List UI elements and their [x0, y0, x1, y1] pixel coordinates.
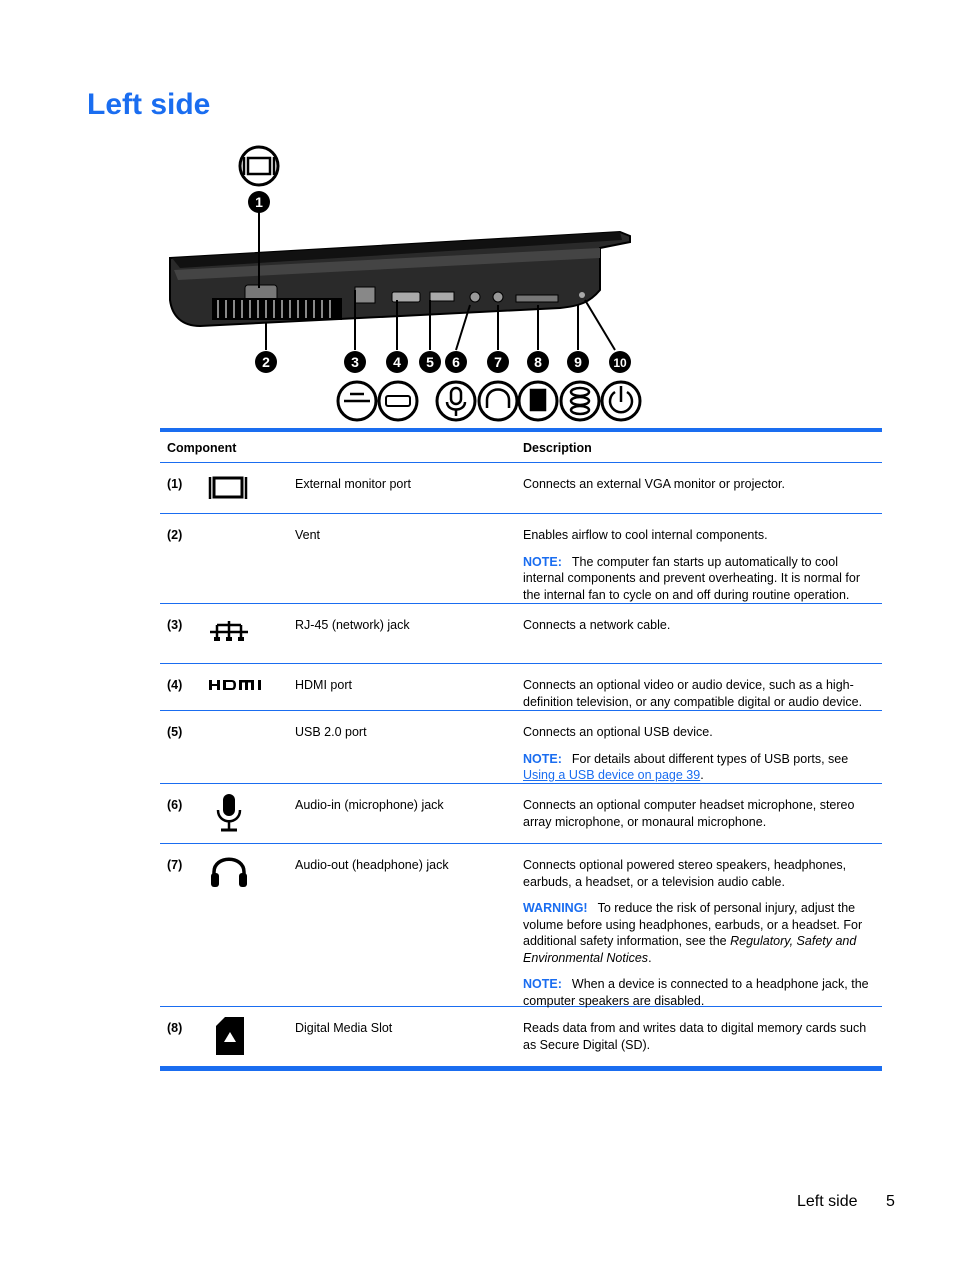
component-description: [523, 857, 878, 1019]
table-row: [160, 844, 882, 1007]
components-table: [160, 428, 882, 1071]
callout-10-label: 10: [613, 356, 627, 370]
row-number: (1): [167, 477, 183, 491]
component-name: Vent: [295, 528, 321, 542]
callout-10: [609, 351, 631, 373]
monitor-port-icon: [208, 476, 248, 505]
component-name: RJ-45 (network) jack: [295, 618, 410, 632]
description-text: Connects an optional video or audio device, such as a high-definition television, or any compatible digital or audio device.: [523, 678, 863, 709]
component-description: [523, 797, 878, 840]
description-text: Connects an external VGA monitor or projector.: [523, 477, 785, 491]
component-description: [523, 476, 878, 503]
callout-5: [419, 351, 441, 373]
description-text: Connects an optional USB device.: [523, 725, 713, 739]
note-end: .: [700, 768, 704, 782]
component-name: HDMI port: [295, 678, 352, 692]
footer-page-number: 5: [886, 1193, 895, 1210]
component-description: [523, 527, 878, 613]
callout-4-label: 4: [393, 354, 401, 370]
callout-1-label: 1: [255, 194, 263, 210]
note: [523, 554, 878, 604]
headphone-icon: [210, 854, 248, 893]
table-row: [160, 664, 882, 711]
description-text: Enables airflow to cool internal components.: [523, 528, 768, 542]
callout-2: [255, 351, 277, 373]
page-title: Left side: [87, 88, 211, 121]
header-description: Description: [523, 441, 592, 455]
warning-text: To reduce the risk of personal injury, adjust the volume before using headphones, earbuds, or a headset. For additional safety information, see the: [523, 901, 863, 948]
row-number: (5): [167, 725, 183, 739]
row-number: (3): [167, 618, 183, 632]
callout-8: [527, 351, 549, 373]
warning-label: WARNING!: [523, 901, 588, 915]
warning: [523, 900, 878, 966]
note: [523, 976, 878, 1009]
warning-doc-title: Regulatory, Safety and Environmental Notices: [523, 934, 857, 965]
row-number: (8): [167, 1021, 183, 1035]
description-text: Connects optional powered stereo speakers, headphones, earbuds, a headset, or a television audio cable.: [523, 858, 847, 889]
note-text: When a device is connected to a headphone jack, the computer speakers are disabled.: [523, 977, 869, 1008]
table-row: [160, 604, 882, 664]
component-name: External monitor port: [295, 477, 412, 491]
callout-7: [487, 351, 509, 373]
callout-6-label: 6: [452, 354, 460, 370]
headphone-callout-icon: [479, 382, 517, 420]
component-name: Audio-in (microphone) jack: [295, 798, 444, 812]
row-number: (2): [167, 528, 183, 542]
description-text: Reads data from and writes data to digital memory cards such as Secure Digital (SD).: [523, 1021, 867, 1052]
component-description: [523, 1020, 878, 1063]
callout-4: [386, 351, 408, 373]
media-slot-icon: [215, 1016, 245, 1061]
component-name: Digital Media Slot: [295, 1021, 393, 1035]
callout-1: [248, 191, 270, 213]
hdmi-callout-icon: [379, 382, 417, 420]
row-number: (7): [167, 858, 183, 872]
usb-device-link[interactable]: Using a USB device on page 39: [523, 768, 701, 782]
table-row: [160, 463, 882, 514]
note-label: NOTE:: [523, 554, 562, 569]
note-text: For details about different types of USB ports, see: [571, 751, 849, 766]
note-text: The computer fan starts up automatically to cool internal components and prevent overheating. It is normal for the internal fan to cycle on and off during routine operation.: [523, 554, 860, 602]
table-bottom-rule: [160, 1067, 882, 1071]
callout-9: [567, 351, 589, 373]
component-description: [523, 617, 878, 644]
component-name: Audio-out (headphone) jack: [295, 858, 449, 872]
callout-7-label: 7: [494, 354, 502, 370]
table-row: [160, 514, 882, 604]
table-header: [160, 432, 882, 463]
component-name: USB 2.0 port: [295, 725, 367, 739]
monitor-callout-icon: [240, 147, 278, 185]
callout-8-label: 8: [534, 354, 542, 370]
callout-6: [445, 351, 467, 373]
note-label: NOTE:: [523, 977, 562, 991]
callout-9-label: 9: [574, 354, 582, 370]
note-label: NOTE:: [523, 751, 562, 766]
table-row: [160, 711, 882, 784]
laptop-left-side-illustration: [160, 140, 650, 425]
network-jack-icon: [208, 620, 250, 647]
table-row: [160, 784, 882, 844]
footer-section-label: Left side: [797, 1193, 858, 1210]
description-text: Connects a network cable.: [523, 618, 671, 632]
callout-3-label: 3: [351, 354, 359, 370]
row-number: (4): [167, 678, 183, 692]
microphone-icon: [216, 793, 242, 838]
warning-end: .: [648, 950, 652, 965]
table-row: [160, 1007, 882, 1067]
description-text: Connects an optional computer headset microphone, stereo array microphone, or monaural microphone.: [523, 798, 855, 829]
note: [523, 751, 878, 784]
callout-5-label: 5: [426, 354, 434, 370]
row-number: (6): [167, 798, 183, 812]
hdmi-icon: [208, 679, 266, 696]
callout-2-label: 2: [262, 354, 270, 370]
callout-3: [344, 351, 366, 373]
header-component: Component: [167, 441, 237, 455]
